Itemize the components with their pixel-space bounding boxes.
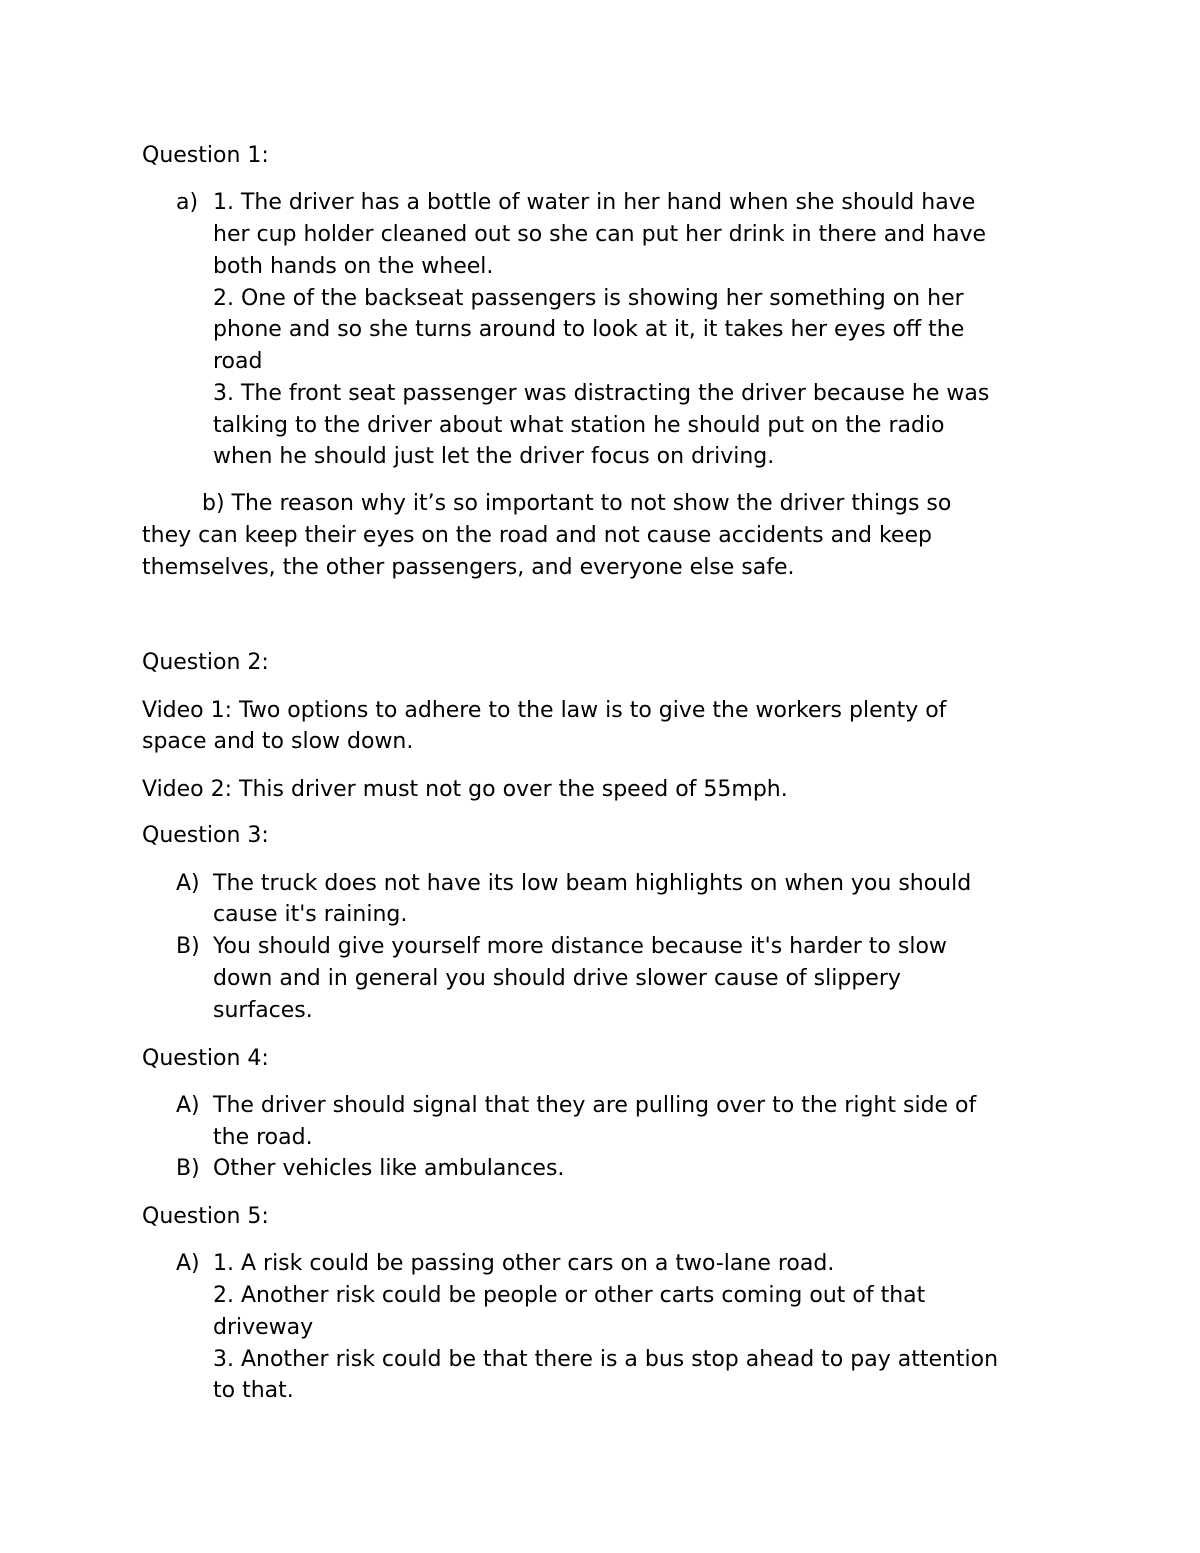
q5-a-line: 2. Another risk could be people or other carts coming out of that (213, 1283, 926, 1308)
q5-a-line: 1. A risk could be passing other cars on a two-lane road. (213, 1251, 835, 1276)
q5-a-line: to that. (213, 1378, 294, 1403)
q2-video2-line: Video 2: This driver must not go over the speed of 55mph. (142, 777, 788, 802)
q3-b-line: surfaces. (213, 998, 313, 1023)
question-1-heading: Question 1: (142, 143, 269, 168)
q4-b-line: Other vehicles like ambulances. (213, 1156, 565, 1181)
q1-a-line: 2. One of the backseat passengers is showing her something on her (213, 286, 964, 311)
question-3-heading: Question 3: (142, 823, 269, 848)
q4-a-marker: A) (176, 1093, 200, 1118)
question-5-heading: Question 5: (142, 1204, 269, 1229)
q1-b-line: b) The reason why it’s so important to not show the driver things so (202, 491, 952, 516)
q1-a-marker: a) (176, 190, 199, 215)
q4-b-marker: B) (176, 1156, 200, 1181)
q1-a-line: 3. The front seat passenger was distracting the driver because he was (213, 381, 990, 406)
q5-a-marker: A) (176, 1251, 200, 1276)
q3-a-line: The truck does not have its low beam highlights on when you should (213, 871, 972, 896)
q1-a-line: phone and so she turns around to look at it, it takes her eyes off the (213, 317, 965, 342)
q1-a-line: her cup holder cleaned out so she can put her drink in there and have (213, 222, 987, 247)
q4-a-line: the road. (213, 1125, 313, 1150)
question-4-heading: Question 4: (142, 1046, 269, 1071)
q1-b-line: themselves, the other passengers, and everyone else safe. (142, 555, 795, 580)
q3-a-line: cause it's raining. (213, 902, 408, 927)
q3-a-marker: A) (176, 871, 200, 896)
q1-a-line: both hands on the wheel. (213, 254, 494, 279)
q3-b-marker: B) (176, 934, 200, 959)
q2-video1-line: Video 1: Two options to adhere to the law is to give the workers plenty of (142, 698, 947, 723)
q1-a-line: when he should just let the driver focus on driving. (213, 444, 775, 469)
q5-a-line: 3. Another risk could be that there is a bus stop ahead to pay attention (213, 1347, 999, 1372)
q4-a-line: The driver should signal that they are pulling over to the right side of (213, 1093, 977, 1118)
q5-a-line: driveway (213, 1315, 314, 1340)
q1-a-line: 1. The driver has a bottle of water in her hand when she should have (213, 190, 976, 215)
question-2-heading: Question 2: (142, 650, 269, 675)
q2-video1-line: space and to slow down. (142, 729, 414, 754)
q3-b-line: down and in general you should drive slower cause of slippery (213, 966, 901, 991)
q1-a-line: talking to the driver about what station he should put on the radio (213, 413, 945, 438)
q1-a-line: road (213, 349, 263, 374)
q1-b-line: they can keep their eyes on the road and not cause accidents and keep (142, 523, 932, 548)
q3-b-line: You should give yourself more distance because it's harder to slow (213, 934, 947, 959)
